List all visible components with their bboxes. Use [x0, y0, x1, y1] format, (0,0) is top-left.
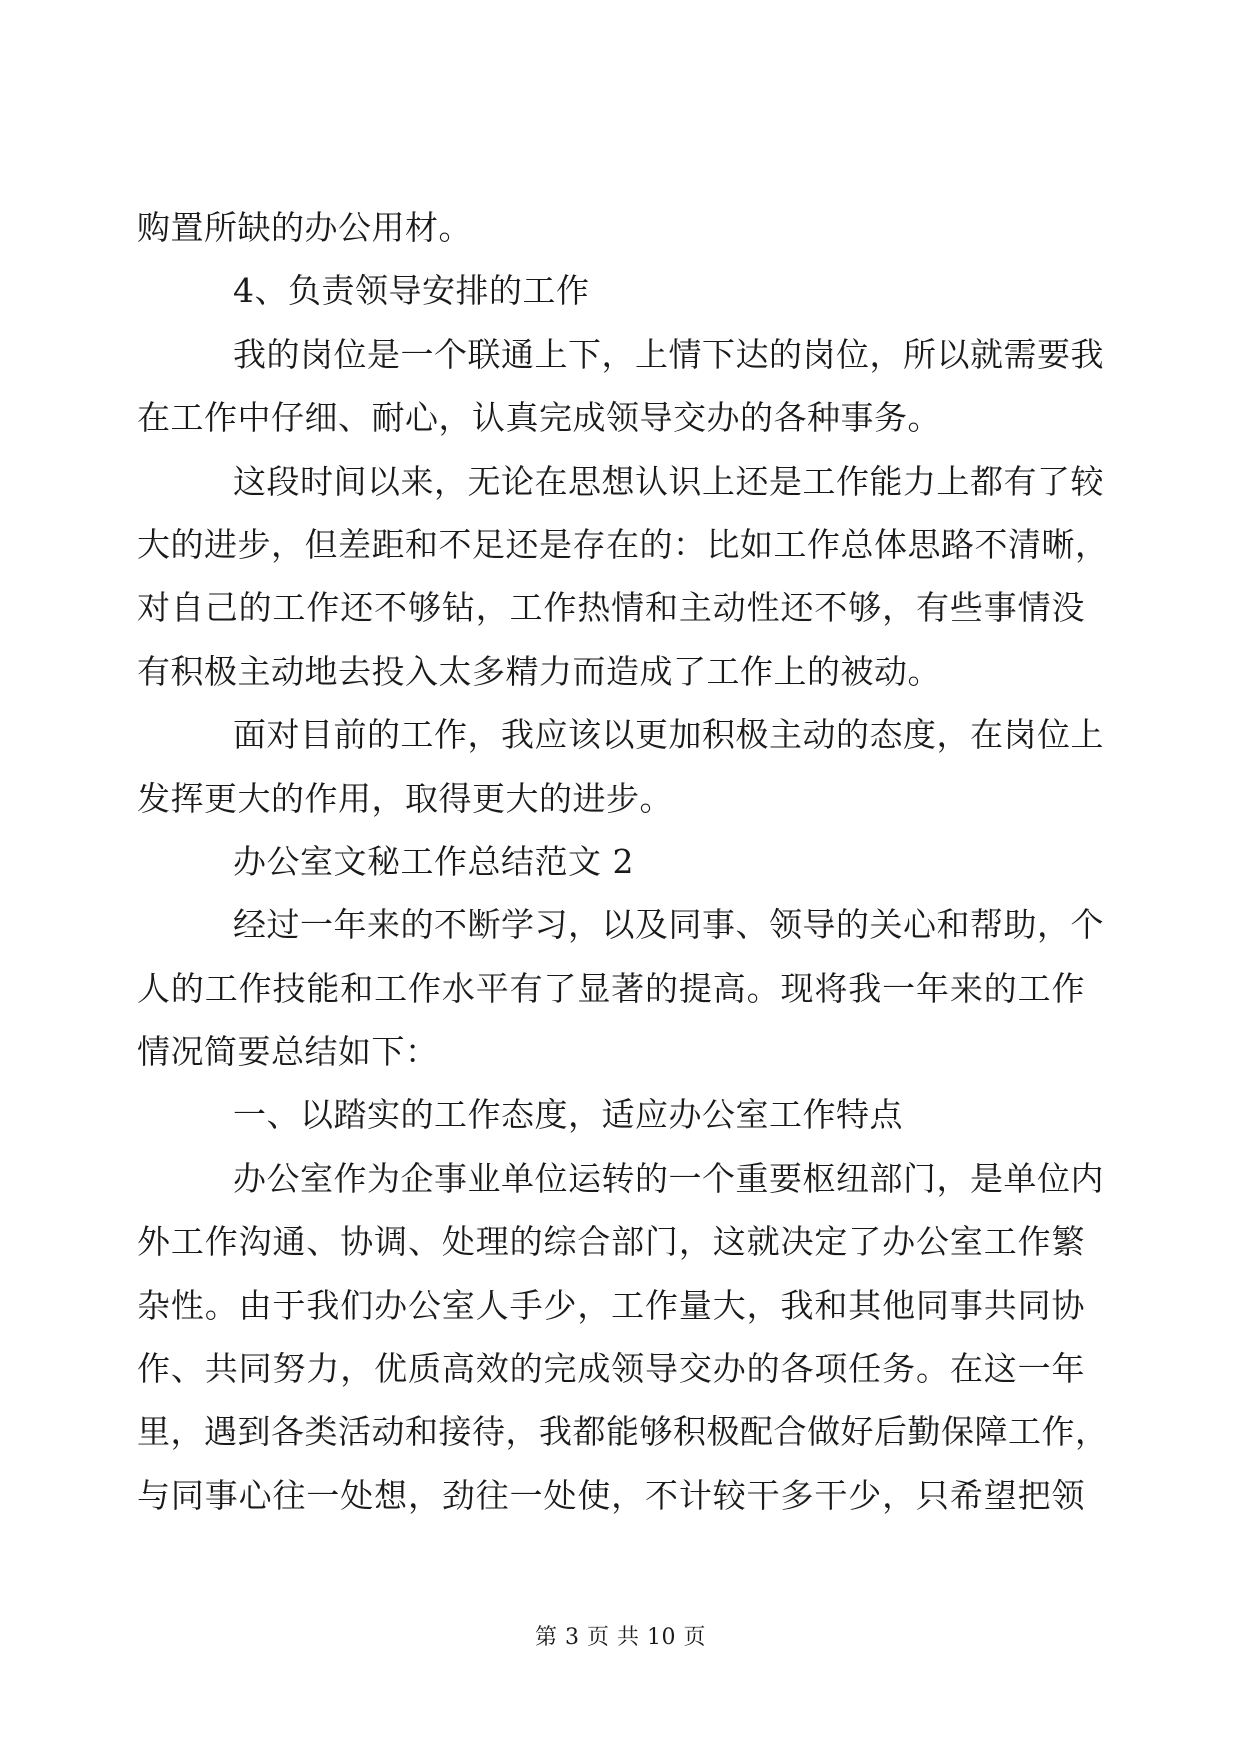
text-line: 里，遇到各类活动和接待，我都能够积极配合做好后勤保障工作，: [137, 1412, 1109, 1452]
text-line: 办公室作为企事业单位运转的一个重要枢纽部门，是单位内: [233, 1158, 1104, 1198]
text-line: 发挥更大的作用，取得更大的进步。: [137, 778, 673, 818]
text-line: 作、共同努力，优质高效的完成领导交办的各项任务。在这一年: [137, 1349, 1085, 1389]
text-line: 购置所缺的办公用材。: [137, 208, 472, 247]
text-line: 对自己的工作还不够钻，工作热情和主动性还不够，有些事情没: [137, 588, 1085, 628]
text-line: 人的工作技能和工作水平有了显著的提高。现将我一年来的工作: [137, 968, 1085, 1008]
text-line: 外工作沟通、协调、处理的综合部门，这就决定了办公室工作繁: [137, 1222, 1085, 1262]
subheading-line: 4、负责领导安排的工作: [233, 271, 590, 311]
text-line: 我的岗位是一个联通上下，上情下达的岗位，所以就需要我: [233, 334, 1104, 374]
text-line: 面对目前的工作，我应该以更加积极主动的态度，在岗位上: [233, 715, 1104, 755]
text-line: 杂性。由于我们办公室人手少，工作量大，我和其他同事共同协: [137, 1285, 1085, 1325]
text-line: 经过一年来的不断学习，以及同事、领导的关心和帮助，个: [233, 905, 1104, 945]
section-title-line: 办公室文秘工作总结范文 2: [233, 841, 634, 881]
document-body: [137, 196, 1109, 1527]
text-line: 有积极主动地去投入太多精力而造成了工作上的被动。: [137, 651, 941, 691]
subheading-line: 一、以踏实的工作态度，适应办公室工作特点: [233, 1095, 903, 1135]
text-line: 在工作中仔细、耐心，认真完成领导交办的各种事务。: [137, 398, 941, 438]
text-line: 与同事心往一处想，劲往一处使，不计较干多干少，只希望把领: [137, 1475, 1085, 1515]
text-line: 大的进步，但差距和不足还是存在的：比如工作总体思路不清晰，: [137, 524, 1109, 564]
text-line: 情况简要总结如下：: [137, 1032, 439, 1072]
page-number-footer: 第 3 页 共 10 页: [535, 1625, 706, 1650]
text-line: 这段时间以来，无论在思想认识上还是工作能力上都有了较: [233, 461, 1104, 501]
